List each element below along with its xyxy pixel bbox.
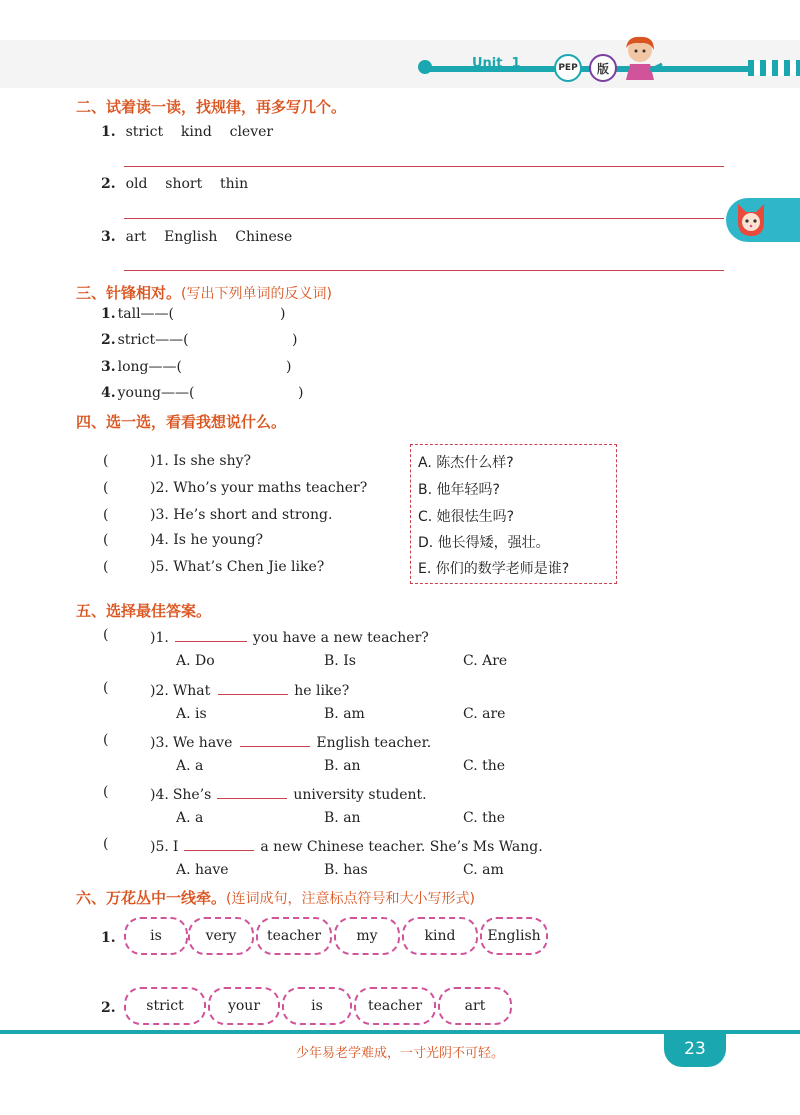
s2-item-1-text: strict kind clever xyxy=(125,124,274,140)
section-3-heading: 三、针锋相对。 xyxy=(76,284,182,302)
word-cloud[interactable]: strict xyxy=(124,987,206,1025)
s5-q3-after: English teacher. xyxy=(316,735,432,751)
s5-q4-opt-c: C. the xyxy=(463,810,506,826)
s4-q1-text: Is she shy? xyxy=(173,453,251,469)
s4-q2-label: )2. xyxy=(150,480,169,496)
s2-answer-line-3 xyxy=(124,270,724,271)
girl-mascot-icon xyxy=(616,34,664,84)
word-cloud[interactable]: is xyxy=(124,917,188,955)
s2-item-2 xyxy=(101,176,248,192)
s3-item-1-close: ) xyxy=(280,306,286,322)
s4-q3 xyxy=(150,507,332,523)
s5-q3-before: We have xyxy=(172,735,233,751)
s4-q5-bracket[interactable]: ( xyxy=(103,559,109,575)
s5-q4-bracket[interactable]: ( xyxy=(103,784,109,800)
s5-q4-after: university student. xyxy=(293,787,427,803)
s5-q5-opt-a: A. have xyxy=(176,862,229,878)
page-number-badge xyxy=(664,1031,726,1067)
s5-q1 xyxy=(150,627,429,646)
section-6-heading: 六、万花丛中一线牵。 xyxy=(76,889,227,907)
s4-q4-bracket[interactable]: ( xyxy=(103,532,109,548)
s5-q1-after: you have a new teacher? xyxy=(252,630,429,646)
s5-q5-opt-b: B. has xyxy=(324,862,368,878)
s3-item-2-word: strict——( xyxy=(117,332,189,348)
header-band xyxy=(0,40,800,88)
fox-mascot-icon xyxy=(734,200,768,240)
s4-q3-label: )3. xyxy=(150,507,169,523)
s5-q4 xyxy=(150,784,427,803)
s4-answer-e: E. 你们的数学老师是谁? xyxy=(418,561,570,577)
section-3-title xyxy=(76,282,332,303)
s5-q2-label: )2. xyxy=(150,683,169,699)
word-cloud[interactable]: your xyxy=(208,987,280,1025)
s3-item-3 xyxy=(101,359,182,375)
s2-answer-line-2 xyxy=(124,218,724,219)
s5-q3-opt-a: A. a xyxy=(176,758,204,774)
s5-q2-blank[interactable] xyxy=(218,680,288,695)
s4-q5-label: )5. xyxy=(150,559,169,575)
s5-q3-blank[interactable] xyxy=(240,732,310,747)
s3-item-4-close: ) xyxy=(298,385,304,401)
s4-q5 xyxy=(150,559,324,575)
s3-item-2-num: 2. xyxy=(101,332,116,348)
s5-q5-bracket[interactable]: ( xyxy=(103,836,109,852)
s2-item-1 xyxy=(101,124,273,140)
section-4-title: 四、选一选，看看我想说什么。 xyxy=(76,413,287,431)
s3-item-1 xyxy=(101,306,174,322)
s5-q1-bracket[interactable]: ( xyxy=(103,627,109,643)
header-dot-icon xyxy=(418,60,432,74)
s4-q3-text: He’s short and strong. xyxy=(173,507,333,523)
s6-row-2-num: 2. xyxy=(101,1000,116,1016)
s2-item-2-num: 2. xyxy=(101,176,116,192)
s5-q5-label: )5. xyxy=(150,839,169,855)
s4-answer-b: B. 他年轻吗? xyxy=(418,482,500,498)
s5-q4-opt-b: B. an xyxy=(324,810,361,826)
s5-q1-opt-b: B. Is xyxy=(324,653,356,669)
s3-item-3-word: long——( xyxy=(117,359,182,375)
s5-q4-blank[interactable] xyxy=(217,784,287,799)
section-3-note: (写出下列单词的反义词) xyxy=(181,286,332,302)
word-cloud[interactable]: is xyxy=(282,987,352,1025)
word-cloud[interactable]: English xyxy=(480,917,548,955)
s4-answer-d: D. 他长得矮，强壮。 xyxy=(418,535,550,551)
edition-badge-label: 版 xyxy=(596,61,609,76)
s5-q5 xyxy=(150,836,543,855)
s5-q2-before: What xyxy=(172,683,211,699)
word-cloud[interactable]: teacher xyxy=(256,917,332,955)
s4-q5-text: What’s Chen Jie like? xyxy=(173,559,325,575)
s2-answer-line-1 xyxy=(124,166,724,167)
section-6-title xyxy=(76,887,475,908)
header-check-pattern xyxy=(748,60,800,76)
s5-q3-opt-b: B. an xyxy=(324,758,361,774)
s5-q3-opt-c: C. the xyxy=(463,758,506,774)
pep-badge-label: PEP xyxy=(558,63,578,73)
s5-q5-before: I xyxy=(172,839,179,855)
s5-q2-bracket[interactable]: ( xyxy=(103,680,109,696)
s4-q4-text: Is he young? xyxy=(173,532,264,548)
section-2-title: 二、试着读一读，找规律，再多写几个。 xyxy=(76,98,347,116)
s2-item-2-text: old short thin xyxy=(125,176,249,192)
s5-q2-opt-a: A. is xyxy=(176,706,207,722)
s4-q2-text: Who’s your maths teacher? xyxy=(173,480,368,496)
s3-item-4-num: 4. xyxy=(101,385,116,401)
s5-q2-after: he like? xyxy=(294,683,350,699)
s4-q1-bracket[interactable]: ( xyxy=(103,453,109,469)
s2-item-1-num: 1. xyxy=(101,124,116,140)
edition-badge xyxy=(589,54,617,82)
s3-item-2 xyxy=(101,332,189,348)
s3-item-3-close: ) xyxy=(286,359,292,375)
s4-q4-label: )4. xyxy=(150,532,169,548)
s5-q2-opt-b: B. am xyxy=(324,706,365,722)
s5-q1-blank[interactable] xyxy=(175,627,247,642)
footer-motto: 少年易老学难成，一寸光阴不可轻。 xyxy=(295,1046,504,1061)
s3-item-1-num: 1. xyxy=(101,306,116,322)
s5-q2 xyxy=(150,680,349,699)
s5-q3 xyxy=(150,732,431,751)
s5-q4-before: She’s xyxy=(172,787,212,803)
s4-q1-label: )1. xyxy=(150,453,169,469)
s5-q3-bracket[interactable]: ( xyxy=(103,732,109,748)
word-cloud[interactable]: teacher xyxy=(354,987,436,1025)
page-number: 23 xyxy=(684,1039,706,1059)
s4-q2 xyxy=(150,480,367,496)
s5-q1-opt-c: C. Are xyxy=(463,653,508,669)
s3-item-4-word: young——( xyxy=(117,385,195,401)
s2-item-3-num: 3. xyxy=(101,229,116,245)
s4-answer-a: A. 陈杰什么样? xyxy=(418,455,514,471)
s4-q3-bracket[interactable]: ( xyxy=(103,507,109,523)
word-cloud[interactable]: very xyxy=(188,917,254,955)
s3-item-4 xyxy=(101,385,194,401)
word-cloud[interactable]: my xyxy=(334,917,400,955)
s5-q1-opt-a: A. Do xyxy=(176,653,215,669)
s2-item-3 xyxy=(101,229,292,245)
s5-q5-after: a new Chinese teacher. She’s Ms Wang. xyxy=(260,839,543,855)
s4-q4 xyxy=(150,532,263,548)
unit-label: Unit 1 xyxy=(472,56,521,71)
s4-answer-c: C. 她很怯生吗? xyxy=(418,509,515,525)
s5-q5-blank[interactable] xyxy=(184,836,254,851)
s3-item-2-close: ) xyxy=(292,332,298,348)
pep-badge xyxy=(554,54,582,82)
word-cloud[interactable]: art xyxy=(438,987,512,1025)
s3-item-3-num: 3. xyxy=(101,359,116,375)
s5-q2-opt-c: C. are xyxy=(463,706,506,722)
s5-q5-opt-c: C. am xyxy=(463,862,504,878)
s5-q1-label: )1. xyxy=(150,630,169,646)
section-5-title: 五、选择最佳答案。 xyxy=(76,602,212,620)
s2-item-3-text: art English Chinese xyxy=(125,229,293,245)
s3-item-1-word: tall——( xyxy=(117,306,175,322)
s5-q4-label: )4. xyxy=(150,787,169,803)
s4-q2-bracket[interactable]: ( xyxy=(103,480,109,496)
s5-q4-opt-a: A. a xyxy=(176,810,204,826)
section-6-note: (连词成句，注意标点符号和大小写形式) xyxy=(226,891,475,907)
s4-q1 xyxy=(150,453,251,469)
s6-row-1-num: 1. xyxy=(101,930,116,946)
s5-q3-label: )3. xyxy=(150,735,169,751)
word-cloud[interactable]: kind xyxy=(402,917,478,955)
